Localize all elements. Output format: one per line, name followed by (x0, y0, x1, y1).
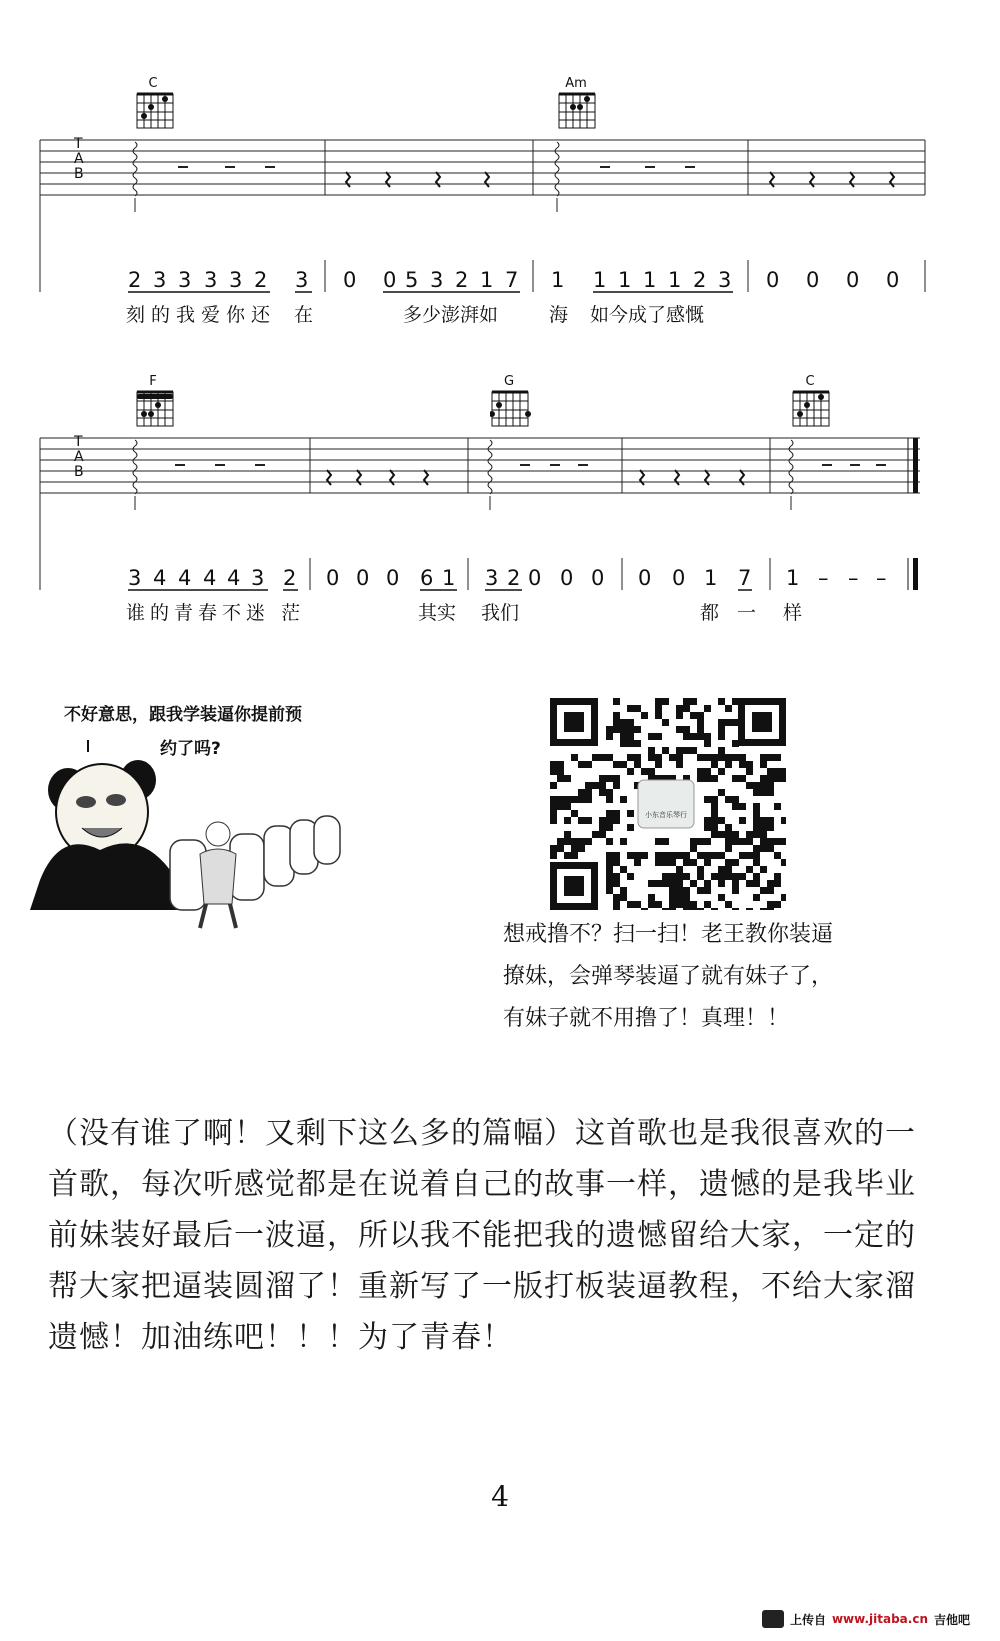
chord-diagram-g (490, 388, 532, 428)
qr-center-label: 小东音乐琴行 (645, 811, 687, 819)
chord-name-f: F (149, 374, 157, 389)
tab-clef-1: T A B (74, 136, 84, 182)
panda-meme-illustration (30, 730, 370, 940)
chord-name-c: C (148, 76, 158, 91)
chord-diagram-f (135, 388, 177, 428)
qr-pattern (550, 698, 786, 910)
chord-diagram-am (557, 90, 599, 130)
footer-watermark: 上传自 www.jitaba.cn 吉他吧 (762, 1610, 970, 1628)
tab-clef-2: T A B (74, 434, 84, 480)
jianpu-underlines-1 (0, 288, 1000, 300)
qr-caption-2: 撩妹，会弹琴装逼了就有妹子了， (503, 964, 834, 989)
chord-name-am: Am (565, 76, 587, 91)
guitar-logo-icon (762, 1610, 784, 1628)
qr-code[interactable] (550, 698, 786, 910)
jianpu-underlines-2 (0, 586, 1000, 598)
chord-diagram-c-2 (791, 388, 833, 428)
chord-name-g: G (503, 374, 515, 389)
chord-name-c-2: C (805, 374, 815, 389)
qr-caption-1: 想戒撸不？扫一扫！老王教你装逼 (503, 922, 834, 947)
commentary-paragraph: （没有谁了啊！又剩下这么多的篇幅）这首歌也是我很喜欢的一首歌，每次听感觉都是在说着自己的故事一样，遗憾的是我毕业前妹装好最后一波逼，所以我不能把我的遗憾留给大家，一定的帮大家把逼装圆溜了！重新写了一版打板装逼教程，不给大家溜遗憾！加油练吧！！！为了青春！ (48, 1116, 916, 1355)
footer-site-link[interactable]: www.jitaba.cn (831, 1612, 928, 1626)
page-number: 4 (491, 1480, 509, 1513)
qr-caption-3: 有妹子就不用撸了！真理！！ (503, 1006, 790, 1031)
chord-diagram-c (135, 90, 177, 130)
